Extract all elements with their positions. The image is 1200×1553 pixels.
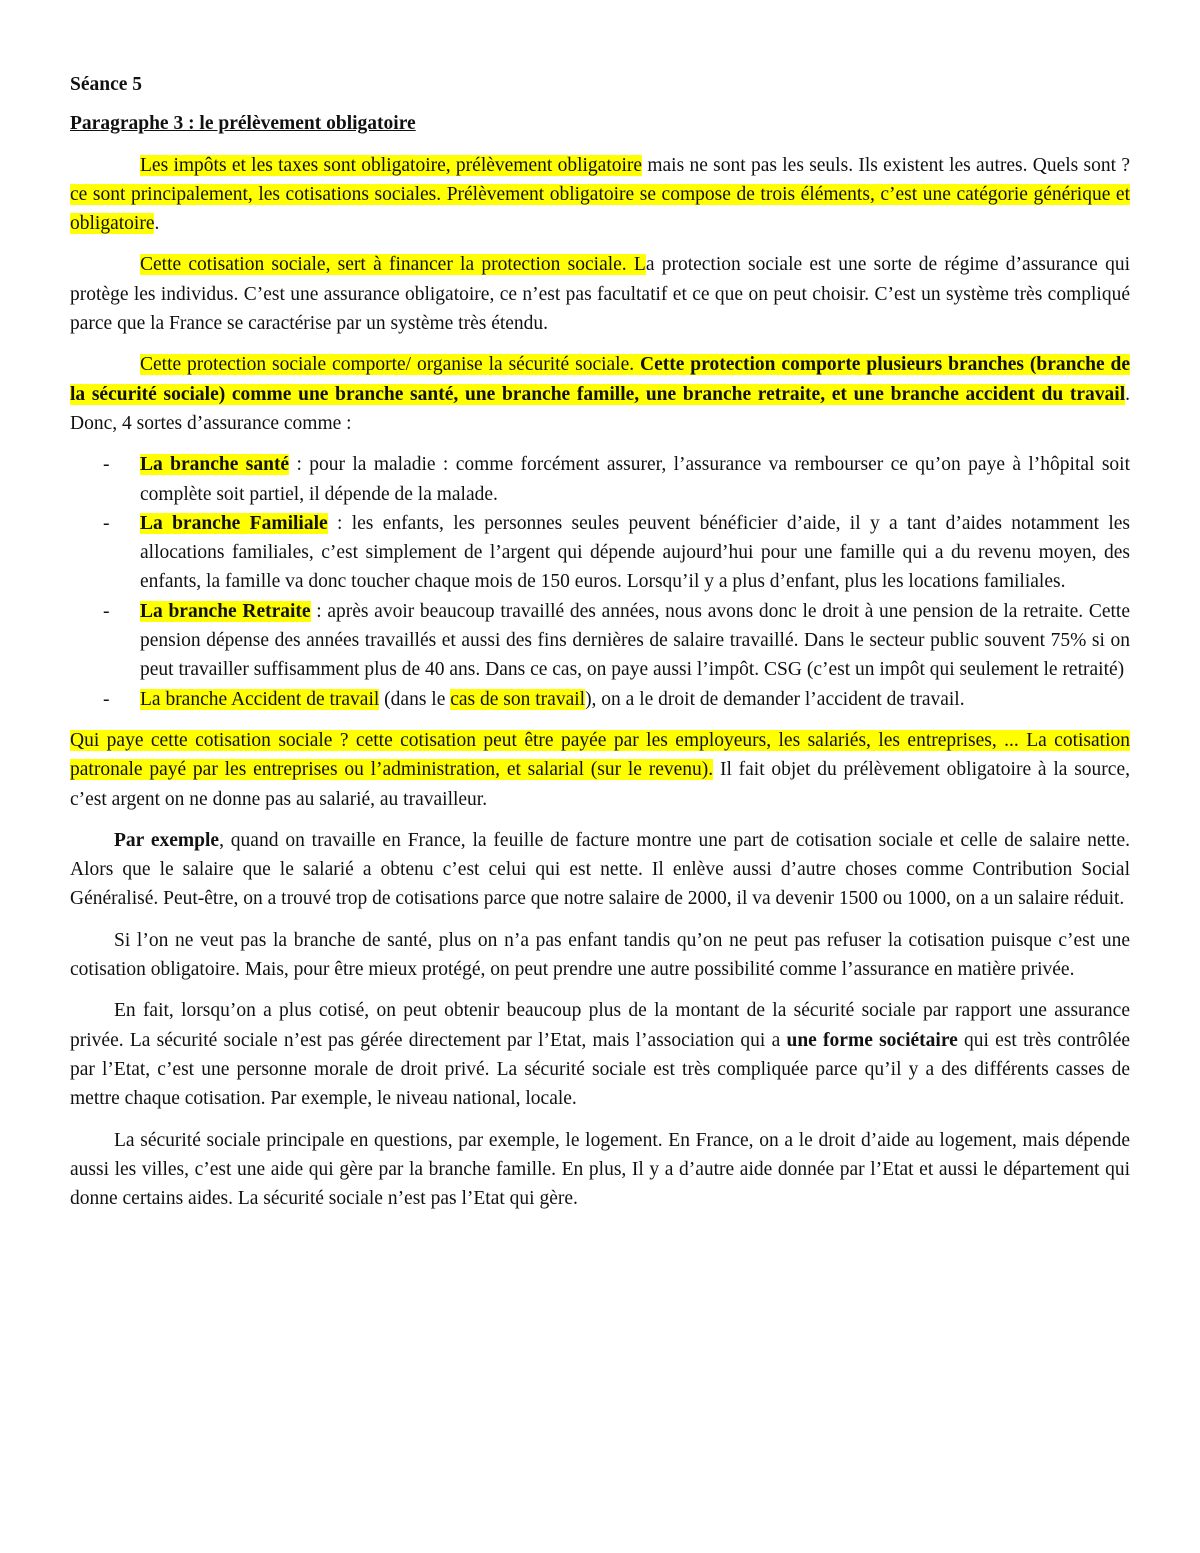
highlighted-text: cas de son travail <box>450 688 586 710</box>
branch-description: : pour la maladie : comme forcément assurer, l’assurance va rembourser ce qu’on paye à l’hôpital soit complète soit partiel, il dépende de la malade. <box>140 454 1130 505</box>
list-item-branche-sante <box>70 450 1130 509</box>
paragraph-branche-sante: Si l’on ne veut pas la branche de santé, plus on n’a pas enfant tandis qu’on ne peut pas refuser la cotisation puisque c’est une cotisation obligatoire. Mais, pour être mieux protégé, on peut prendre une autre possibilité comme l’assurance en matière privée. <box>70 929 1130 981</box>
document-page <box>70 0 1130 1213</box>
body-text: Il fait objet du prélèvement obligatoire à la source, c’est argent on ne donne pas au salarié, au travailleur. <box>70 759 1130 810</box>
branch-name: La branche Familiale <box>140 512 328 534</box>
body-text: En fait, lorsqu’on a plus cotisé, on peut obtenir beaucoup plus de la montant de la sécurité sociale par rapport une assurance privée. La sécurité sociale n’est pas gérée directement par l’Etat, mais l’association qui a <box>70 1000 1130 1051</box>
body-text: mais ne sont pas les seuls. Ils existent les autres. Quels sont ? <box>642 154 1130 176</box>
highlighted-text: Cette cotisation sociale, sert à financer la protection sociale. L <box>140 254 646 276</box>
paragraph-prelevement <box>70 151 1130 239</box>
branch-description: : les enfants, les personnes seules peuvent bénéficier d’aide, il y a tant d’aides notamment les allocations familiales, c’est simplement de l’argent qui dépende aujourd’hui pour une famille qui a du revenu moyen, des enfants, la famille va donc toucher chaque mois de 150 euros. Lorsqu’il y a plus d’enfant, plus les locations familiales. <box>140 512 1130 593</box>
paragraph-en-fait <box>70 996 1130 1113</box>
list-dash: - <box>103 512 110 534</box>
session-title: Séance 5 <box>70 74 143 95</box>
paragraph-par-exemple <box>70 826 1130 914</box>
highlighted-text: Les impôts et les taxes sont obligatoire, prélèvement obligatoire <box>140 154 643 176</box>
branch-name: La branche Accident de travail <box>140 688 380 710</box>
highlighted-text: Qui paye cette cotisation sociale ? cette cotisation peut être payée par les employeurs, les salariés, les entreprises, ... La cotisation patronale payé par les entreprises ou l’administration, et salarial (sur le revenu). <box>70 729 1130 781</box>
list-item-branche-familiale <box>70 509 1130 597</box>
body-text: a protection sociale est une sorte de régime d’assurance qui protège les individus. C’est une assurance obligatoire, ce n’est pas facultatif et ce que on peut choisir. C’est un système très compliqué parce que la France se caractérise par un système très étendu. <box>70 254 1130 335</box>
branches-list <box>70 450 1130 714</box>
body-text: . <box>154 213 160 235</box>
paragraph-qui-paye <box>70 726 1130 814</box>
body-text: , quand on travaille en France, la feuille de facture montre une part de cotisation sociale et celle de salaire nette. Alors que le salaire que le salarié a obtenu c’est celui qui est nette. Il enlève aussi d’autre choses comme Contribution Social Généralisé. Peut-être, on a trouvé trop de cotisations parce que notre salaire de 2000, il va devenir 1500 ou 1000, on a un salaire réduit. <box>70 829 1131 910</box>
highlighted-bold-text: Cette protection comporte plusieurs branches (branche de la sécurité sociale) comme une branche santé, une branche famille, une branche retraite, et une branche accident du travail <box>70 354 1130 405</box>
list-item-branche-accident <box>70 685 1130 714</box>
body-text: qui est très contrôlée par l’Etat, c’est une personne morale de droit privé. La sécurité sociale est très compliquée parce qu’il y a des différents casses de mettre chaque cotisation. Par exemple, le niveau national, locale. <box>70 1029 1131 1110</box>
paragraph-cotisation <box>70 250 1130 338</box>
bold-text: une forme sociétaire <box>786 1029 958 1051</box>
list-dash: - <box>103 454 110 476</box>
branch-description: ), on a le droit de demander l’accident de travail. <box>585 688 965 710</box>
highlighted-text: Cette protection sociale comporte/ organise la sécurité sociale. <box>140 354 641 376</box>
paragraph-logement: La sécurité sociale principale en questions, par exemple, le logement. En France, on a le droit d’aide au logement, mais dépende aussi les villes, c’est une aide qui gère par la branche famille. En plus, Il y a d’autre aide donnée par l’Etat et aussi le département qui donne certains aides. La sécurité sociale n’est pas l’Etat qui gère. <box>70 1129 1130 1210</box>
list-dash: - <box>103 600 110 622</box>
branch-description: (dans le <box>379 688 451 710</box>
branch-description: : après avoir beaucoup travaillé des années, nous avons donc le droit à une pension de la retraite. Cette pension dépense des années travaillés et aussi des fins dernières de salaire travaillé. Dans le secteur public souvent 75% si on peut travailler suffisamment plus de 40 ans. Dans ce cas, on paye aussi l’impôt. CSG (c’est un impôt qui seulement le retraité) <box>140 600 1130 681</box>
body-text: . Donc, 4 sortes d’assurance comme : <box>70 383 1130 434</box>
bold-text: Par exemple <box>114 829 220 851</box>
list-dash: - <box>103 688 110 710</box>
list-item-branche-retraite <box>70 597 1130 685</box>
branch-name: La branche santé <box>140 454 290 476</box>
section-title: Paragraphe 3 : le prélèvement obligatoire <box>70 113 416 135</box>
paragraph-protection-sociale <box>70 350 1130 438</box>
branch-name: La branche Retraite <box>140 600 311 622</box>
highlighted-text: ce sont principalement, les cotisations sociales. Prélèvement obligatoire se compose de trois éléments, c’est une catégorie générique et obligatoire <box>70 183 1130 235</box>
